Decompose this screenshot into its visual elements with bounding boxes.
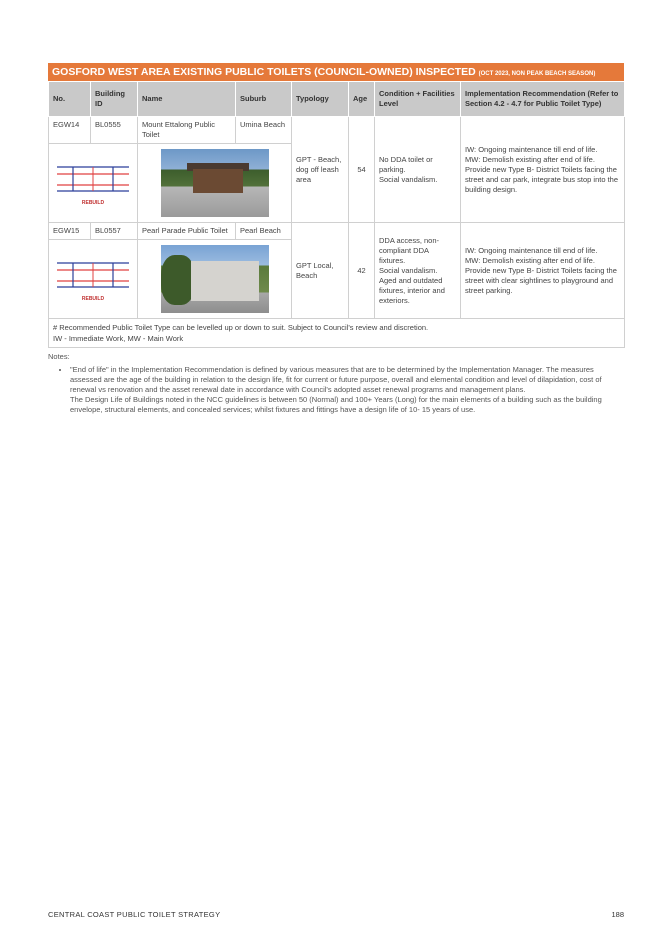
cell-photo xyxy=(138,144,292,223)
notes-paragraph-end-of-life: • "End of life" in the Implementation Recommendation is defined by various measures that are to be determined by the Implementation Manager. The measures assessed are the age of the building in relation to the design life, fit for current or future purpose, overall and elemental condition and level of dilapidation, cost of renewal vs renovation and the asset renewal date in accordance with Council's adopted asset renewal programs and management plans. xyxy=(70,365,602,394)
cell-typology: GPT Local, Beach xyxy=(292,223,349,319)
building-section-diagram-icon xyxy=(55,259,131,291)
cell-typology: GPT - Beach, dog off leash area xyxy=(292,117,349,223)
cell-name: Mount Ettalong Public Toilet xyxy=(138,117,236,144)
footnote-row xyxy=(49,319,625,348)
cell-recommendation: IW: Ongoing maintenance till end of life. MW: Demolish existing after end of life. Provide new Type B- District Toilets facing the street with clear sightlines to playground and street parking. xyxy=(461,223,625,319)
toilet-photo xyxy=(161,245,269,313)
footer-page-number: 188 xyxy=(611,910,624,919)
cell-no: EGW14 xyxy=(49,117,91,144)
cell-photo xyxy=(138,240,292,319)
cell-recommendation: IW: Ongoing maintenance till end of life. MW: Demolish existing after end of life. Provide new Type B- District Toilets facing the street and car park, integrate bus stop into the building design. xyxy=(461,117,625,223)
abbreviation-legend: IW - Immediate Work, MW - Main Work xyxy=(53,334,184,343)
cell-diagram xyxy=(49,240,138,319)
table-subtitle: (OCT 2023, NON PEAK BEACH SEASON) xyxy=(478,71,596,77)
rebuild-diagram xyxy=(53,259,133,304)
cell-condition: No DDA toilet or parking. Social vandalism. xyxy=(375,117,461,223)
toilet-inspection-table-section xyxy=(48,63,624,415)
header-age: Age xyxy=(349,82,375,117)
cell-age: 42 xyxy=(349,223,375,319)
cell-age: 54 xyxy=(349,117,375,223)
rebuild-label: REBUILD xyxy=(81,199,105,206)
rebuild-label: REBUILD xyxy=(81,295,105,302)
header-building-id: Building ID xyxy=(91,82,138,117)
toilets-table xyxy=(48,81,625,348)
building-section-diagram-icon xyxy=(55,163,131,195)
cell-suburb: Pearl Beach xyxy=(236,223,292,240)
table-row xyxy=(49,117,625,144)
cell-suburb: Umina Beach xyxy=(236,117,292,144)
notes-paragraph-design-life: The Design Life of Buildings noted in the NCC guidelines is between 50 (Normal) and 100+ Years (Long) for the main elements of a building such as the building envelope, structural elements, and concealed services; whilst fixtures and fittings have a design life of 10- 15 years of use. xyxy=(70,395,602,414)
footer-document-title: CENTRAL COAST PUBLIC TOILET STRATEGY xyxy=(48,910,221,919)
notes-section xyxy=(48,352,624,415)
notes-list xyxy=(48,365,624,415)
cell-no: EGW15 xyxy=(49,223,91,240)
cell-name: Pearl Parade Public Toilet xyxy=(138,223,236,240)
table-row xyxy=(49,223,625,240)
table-title: GOSFORD WEST AREA EXISTING PUBLIC TOILETS (COUNCIL-OWNED) INSPECTED xyxy=(52,66,476,78)
toilet-photo xyxy=(161,149,269,217)
header-suburb: Suburb xyxy=(236,82,292,117)
notes-item xyxy=(70,365,624,415)
header-condition: Condition + Facilities Level xyxy=(375,82,461,117)
cell-condition: DDA access, non-compliant DDA fixtures. Social vandalism. Aged and outdated fixtures, interior and exteriors. xyxy=(375,223,461,319)
rebuild-diagram xyxy=(53,163,133,208)
header-typology: Typology xyxy=(292,82,349,117)
cell-building-id: BL0557 xyxy=(91,223,138,240)
footnote-cell xyxy=(49,319,625,348)
cell-diagram xyxy=(49,144,138,223)
header-recommendation: Implementation Recommendation (Refer to Section 4.2 - 4.7 for Public Toilet Type) xyxy=(461,82,625,117)
table-title-bar xyxy=(48,63,624,81)
notes-heading: Notes: xyxy=(48,352,70,361)
cell-building-id: BL0555 xyxy=(91,117,138,144)
footnote: # Recommended Public Toilet Type can be levelled up or down to suit. Subject to Council's review and discretion. xyxy=(53,323,429,332)
table-header-row xyxy=(49,82,625,117)
header-name: Name xyxy=(138,82,236,117)
header-no: No. xyxy=(49,82,91,117)
